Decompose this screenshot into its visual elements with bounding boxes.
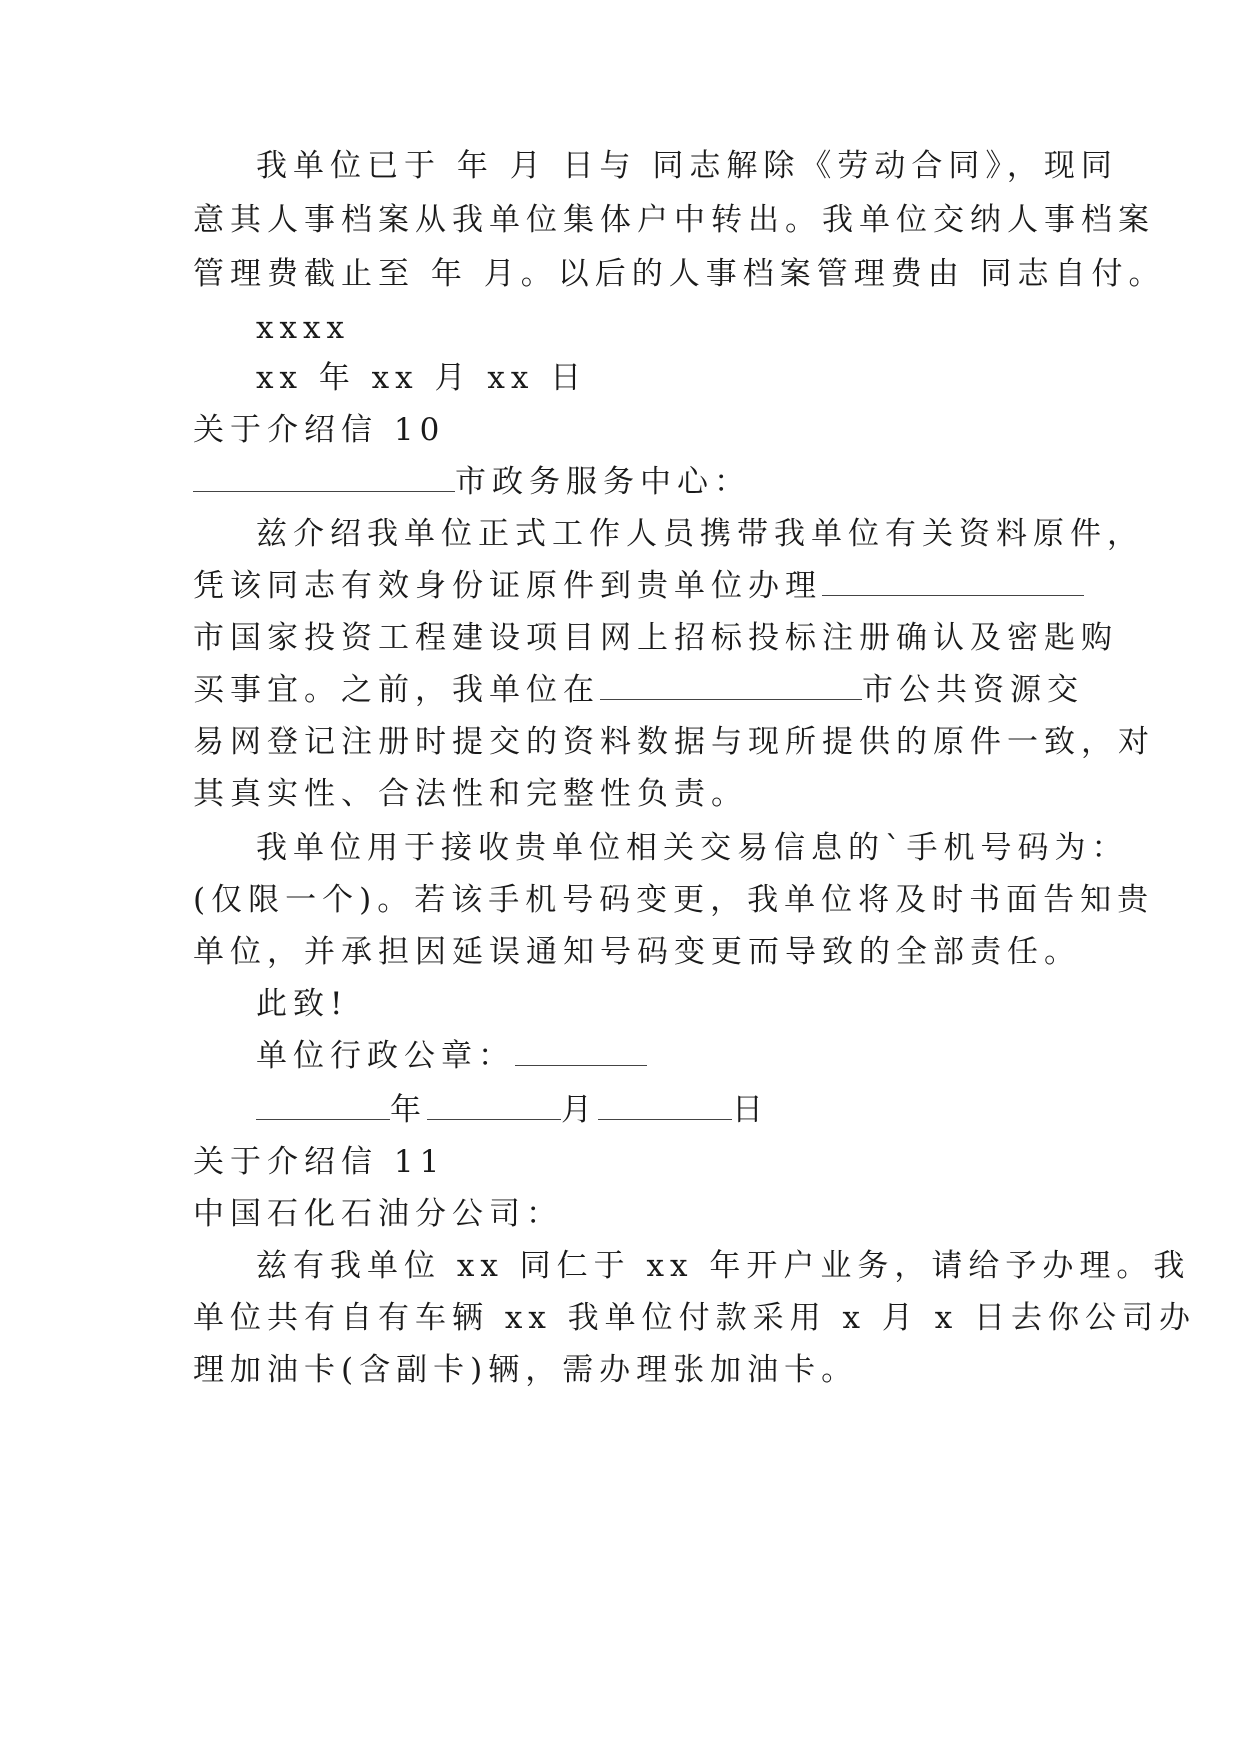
signature-date: xx 年 xx 月 xx 日 [256, 360, 588, 396]
paragraph-line: 兹有我单位 xx 同仁于 xx 年开户业务，请给予办理。我 [256, 1248, 1191, 1284]
fill-in-blank [256, 1095, 390, 1120]
date-day-label: 日 [732, 1092, 769, 1128]
signature-name: xxxx [256, 310, 350, 346]
paragraph-line: 易网登记注册时提交的资料数据与现所提供的原件一致，对 [193, 724, 1155, 760]
paragraph-line [193, 670, 1084, 710]
addressee-line [193, 462, 751, 502]
letter-heading: 关于介绍信 11 [193, 1144, 446, 1180]
paragraph-line: 兹介绍我单位正式工作人员携带我单位有关资料原件， [256, 516, 1144, 552]
paragraph-line: 市国家投资工程建设项目网上招标投标注册确认及密匙购 [193, 620, 1118, 656]
date-line [256, 1090, 769, 1130]
paragraph-line: 我单位用于接收贵单位相关交易信息的`手机号码为： [256, 830, 1129, 866]
fill-in-blank [600, 675, 862, 700]
paragraph-text: 市公共资源交 [862, 672, 1084, 708]
paragraph-line [193, 566, 1084, 606]
paragraph-text: 凭该同志有效身份证原件到贵单位办理 [193, 568, 822, 604]
paragraph-line: 理加油卡(含副卡)辆，需办理张加油卡。 [193, 1352, 859, 1388]
fill-in-blank [515, 1041, 647, 1066]
closing-salutation: 此致! [256, 986, 349, 1022]
paragraph-line: 管理费截止至 年 月。以后的人事档案管理费由 同志自付。 [193, 256, 1166, 292]
fill-in-blank [427, 1095, 561, 1120]
paragraph-text: 买事宜。之前，我单位在 [193, 672, 600, 708]
date-year-label: 年 [390, 1092, 427, 1128]
addressee-text: 市政务服务中心： [455, 464, 751, 500]
paragraph-line: (仅限一个)。若该手机号码变更，我单位将及时书面告知贵 [193, 882, 1155, 918]
addressee-line: 中国石化石油分公司： [193, 1196, 563, 1232]
paragraph-line: 单位，并承担因延误通知号码变更而导致的全部责任。 [193, 934, 1081, 970]
fill-in-blank [598, 1095, 732, 1120]
paragraph-line: 其真实性、合法性和完整性负责。 [193, 776, 748, 812]
seal-line [256, 1036, 647, 1076]
letter-heading: 关于介绍信 10 [193, 412, 446, 448]
seal-label: 单位行政公章： [256, 1038, 515, 1074]
fill-in-blank [822, 571, 1084, 596]
paragraph-line: 意其人事档案从我单位集体户中转出。我单位交纳人事档案 [193, 202, 1155, 238]
paragraph-line: 我单位已于 年 月 日与 同志解除《劳动合同》，现同 [256, 148, 1118, 184]
date-month-label: 月 [561, 1092, 598, 1128]
paragraph-line: 单位共有自有车辆 xx 我单位付款采用 x 月 x 日去你公司办 [193, 1300, 1197, 1336]
fill-in-blank [193, 467, 455, 492]
